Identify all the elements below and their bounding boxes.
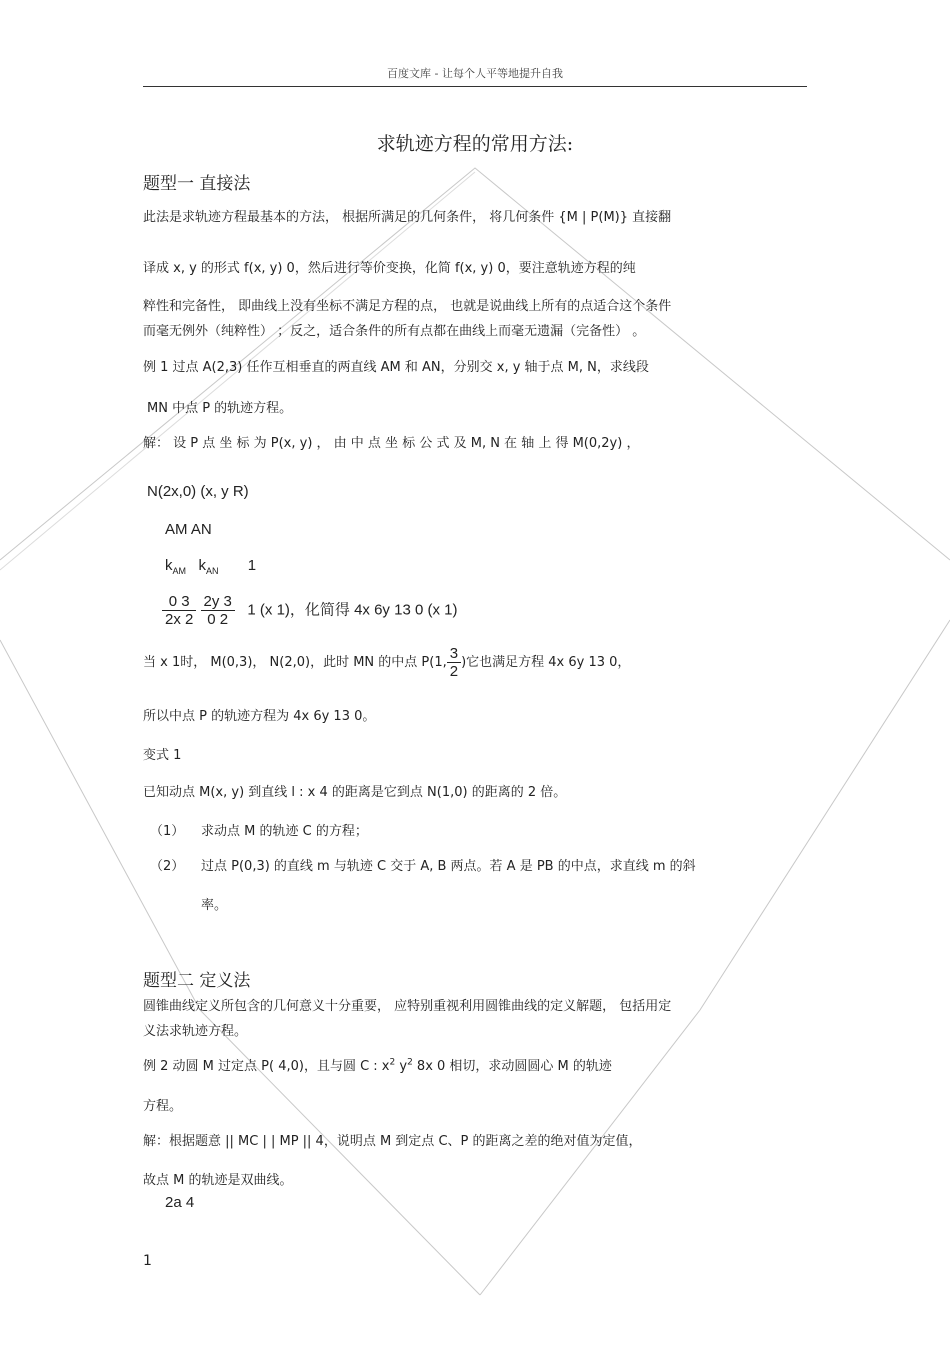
variant1-q2-line1: 过点 P(0,3) 的直线 m 与轨迹 C 交于 A, B 两点。若 A 是 PB 的中点，求直线 m 的斜 [201,859,696,874]
perpendicular-statement: AM AN [165,521,212,538]
variant1-statement: 已知动点 M(x, y) 到直线 l : x 4 的距离是它到点 N(1,0) 的距离的 2 倍。 [143,785,567,800]
example1-conclusion: 所以中点 P 的轨迹方程为 4x 6y 13 0。 [143,709,376,724]
example1-line2: MN 中点 P 的轨迹方程。 [147,401,293,416]
section1-para-line4: 而毫无例外（纯粹性） ；反之，适合条件的所有点都在曲线上而毫无遗漏（完备性） 。 [143,324,646,339]
page-number: 1 [143,1253,152,1269]
document-title: 求轨迹方程的常用方法: [376,133,574,155]
fraction-1: $\frac{0 3}{2x 2}$ [162,593,196,628]
example2-line2: 方程。 [143,1099,183,1114]
midpoint-fraction: $\frac{3}{2}$ [447,645,461,680]
special-case-line: 当 x 1时， M(0,3)， N(2,0)，此时 MN 的中点 P(1, $\frac{3}{2}$ )它也满足方程 4x 6y 13 0， [143,645,631,680]
slope-equation: $\frac{0 3}{2x 2}$ $\frac{2y 3}{0 2}$ 1 (x 1)，化简得 4x 6y 13 0 (x 1) [162,593,457,628]
section2-para-line1: 圆锥曲线定义所包含的几何意义十分重要， 应特别重视利用圆锥曲线的定义解题， 包括用定 [143,999,672,1014]
header-rule [143,86,807,87]
example1-line1: 例 1 过点 A(2,3) 任作互相垂直的两直线 AM 和 AN，分别交 x, y 轴于点 M, N，求线段 [143,360,649,375]
page-header: 百度文库 - 让每个人平等地提升自我 [387,67,563,80]
example2-solution-line2: 故点 M 的轨迹是双曲线。 [143,1173,293,1188]
variant1-q2-number: （2） [150,859,185,874]
variant1-q2-line2: 率。 [201,898,228,913]
example2-solution-line1: 解：根据题意 || MC | | MP || 4，说明点 M 到定点 C、P 的距离之差的绝对值为定值， [143,1134,642,1149]
section1-para-line2: 译成 x, y 的形式 f(x, y) 0，然后进行等价变换，化简 f(x, y) 0，要注意轨迹方程的纯 [143,261,636,276]
example2-equation: 2a 4 [165,1194,195,1211]
fraction-2: $\frac{2y 3}{0 2}$ [201,593,235,628]
example1-solution-line1: 解： 设 P 点 坐 标 为 P(x, y) ， 由 中 点 坐 标 公 式 及 M, N 在 轴 上 得 M(0,2y) ， [143,436,640,451]
example2-line1: 例 2 动圆 M 过定点 P( 4,0)，且与圆 C : $x^2$ $y^2$ 8x 0 相切，求动圆圆心 M 的轨迹 [143,1057,612,1074]
variant1-q1: 求动点 M 的轨迹 C 的方程； [201,824,368,839]
section1-heading: 题型一 直接法 [143,174,251,194]
section1-para-line3: 粹性和完备性， 即曲线上没有坐标不满足方程的点， 也就是说曲线上所有的点适合这个条件 [143,299,672,314]
section2-para-line2: 义法求轨迹方程。 [143,1024,248,1039]
section2-heading: 题型二 定义法 [143,971,251,991]
section1-para-line1: 此法是求轨迹方程最基本的方法， 根据所满足的几何条件， 将几何条件 {M | P(M)} 直接翻 [143,210,672,225]
slope-product: $k_{AM}$ $k_{AN}$ 1 [165,557,257,576]
example1-solution-line2: N(2x,0) (x, y R) [147,483,249,500]
variant1-q1-number: （1） [150,824,185,839]
variant1-label: 变式 1 [143,748,182,763]
